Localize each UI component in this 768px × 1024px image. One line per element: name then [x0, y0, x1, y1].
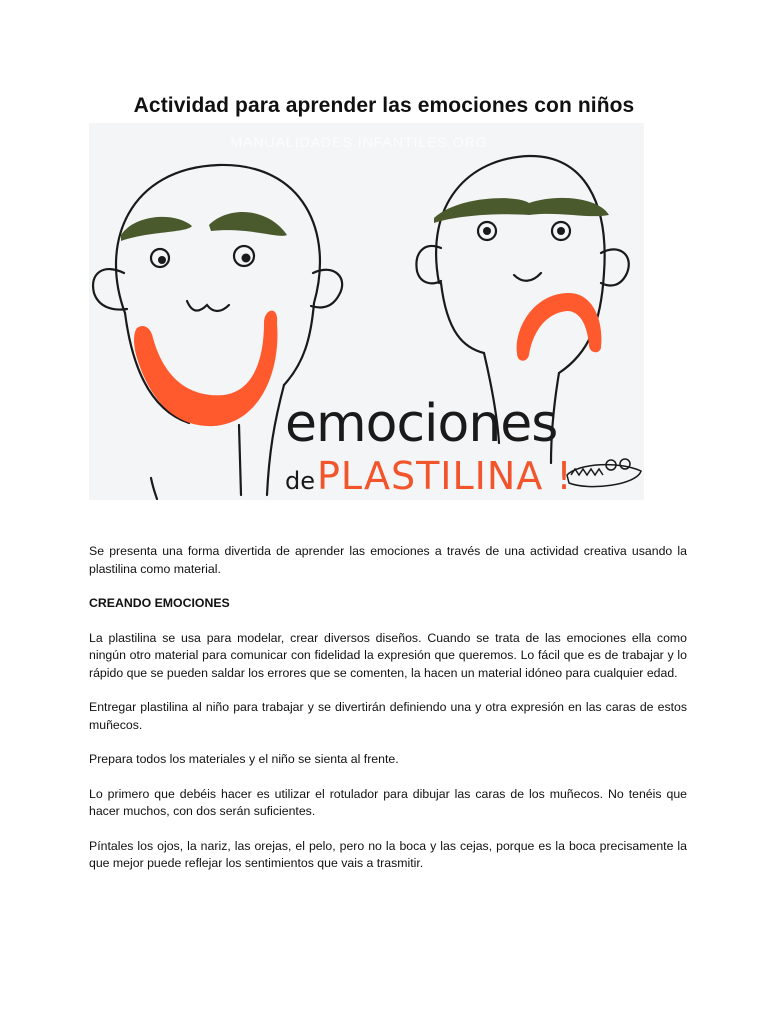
paragraph-prepara: Prepara todos los materiales y el niño se sienta al frente. — [89, 752, 399, 766]
clay-faces-illustration — [89, 123, 644, 500]
paragraph-intro: Se presenta una forma divertida de aprender las emociones a través de una actividad creativa usando la plastilina como material. — [89, 544, 687, 576]
paragraph-lo-primero: Lo primero que debéis hacer es utilizar el rotulador para dibujar las caras de los muñecos. No tenéis que hacer muchos, con dos serán suficientes. — [89, 786, 687, 818]
crocodile-doodle — [567, 459, 641, 487]
section-heading: CREANDO EMOCIONES — [89, 596, 230, 610]
right-face-eye-pupil-right — [557, 227, 565, 235]
image-watermark: MANUALIDADES INFANTILES.ORG — [230, 134, 488, 150]
paragraph-entregar: Entregar plastilina al niño para trabajar y se divertirán definiendo una y otra expresión en las caras de estos muñecos. — [89, 700, 687, 732]
image-caption-emociones: emociones — [285, 394, 558, 454]
paragraph-pintales: Píntales los ojos, la nariz, las orejas, el pelo, pero no la boca y las cejas, porque es la boca precisamente la que mejor puede reflejar los sentimientos que vais a trasmitir. — [89, 838, 687, 870]
left-face-eyebrow-right — [209, 212, 287, 236]
image-caption-plastilina: PLASTILINA ! — [317, 454, 573, 498]
right-face-eye-pupil-left — [483, 227, 491, 235]
paragraph-plastilina: La plastilina se usa para modelar, crear diversos diseños. Cuando se trata de las emociones ella como ningún otro material para comunicar con fidelidad la expresión que queremos. Lo fácil que es de trabajar y lo rápido que se pueden saldar los errores que se comenten, la hacen un material idóneo para cualquier edad. — [89, 630, 687, 680]
left-face-eye-pupil-left — [158, 256, 166, 264]
page-title: Actividad para aprender las emociones con niños — [133, 94, 635, 117]
left-face-mouth-smile — [134, 311, 277, 426]
left-face-eye-pupil-right — [242, 254, 251, 263]
left-face-eyebrow-left — [121, 217, 192, 241]
hero-image — [89, 123, 644, 500]
article-body — [89, 543, 687, 890]
right-face-mouth-frown — [517, 293, 602, 361]
image-caption-de: de — [285, 467, 315, 495]
right-face-eyebrow — [434, 198, 609, 223]
